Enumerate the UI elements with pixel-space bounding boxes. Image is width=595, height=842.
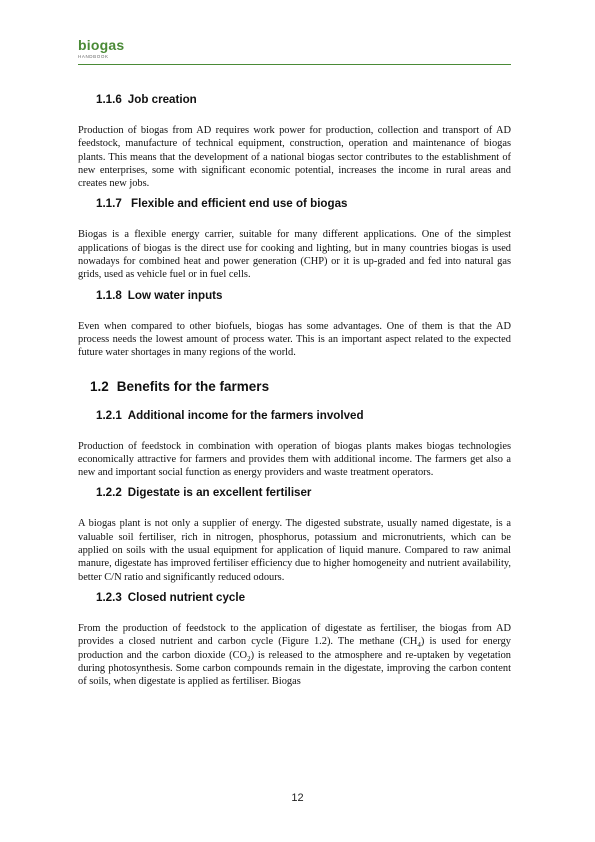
heading-1-2-1: 1.2.1 Additional income for the farmers involved [96, 408, 364, 422]
paragraph-nutrient-cycle: From the production of feedstock to the application of digestate as fertiliser, the biogas from AD provides a closed nutrient and carbon cycle (Figure 1.2). The methane $(CH_4)$ is used for energy production and the carbon dioxide $(CO_2)$ is released to the atmosphere and re-uptaken by vegetation during photosynthesis. Some carbon compounds remain in the digestate, improving the carbon content of soils, when digestate is applied as fertiliser. Biogas [78, 622, 511, 688]
handbook-label: HANDBOOK [78, 54, 109, 59]
header [78, 38, 124, 59]
paragraph-flexible-use: Biogas is a flexible energy carrier, suitable for many different applications. One of the simplest applications of biogas is the direct use for cooking and lighting, but in many countries biogas is used nowadays for combined heat and power generation (CHP) or it is up-graded and fed into natural gas grids, used as vehicle fuel or in fuel cells. [78, 229, 511, 281]
heading-1-1-7: 1.1.7 Flexible and efficient end use of biogas [96, 197, 348, 211]
biogas-logo: biogas [78, 37, 125, 53]
header-rule [78, 64, 511, 65]
heading-1-2-2: 1.2.2 Digestate is an excellent fertiliser [96, 486, 312, 500]
heading-1-1-8: 1.1.8 Low water inputs [96, 288, 223, 302]
paragraph-digestate: A biogas plant is not only a supplier of energy. The digested substrate, usually named digestate, is a valuable soil fertiliser, rich in nitrogen, phosphorus, potassium and micronutrients, which can be applied on soils with the usual equipment for application of liquid manure. Compared to raw animal manure, digestate has improved fertiliser efficiency due to higher homogeneity and nutrient availability, better C/N ratio and significantly reduced odours. [78, 518, 511, 583]
heading-1-2: 1.2 Benefits for the farmers [90, 378, 270, 394]
paragraph-job-creation: Production of biogas from AD requires work power for production, collection and transport of AD feedstock, manufacture of technical equipment, construction, operation and maintenance of biogas plants. This means that the development of a national biogas sector contributes to the establishment of new enterprises, some with significant economic potential, increases the income in rural areas and creates new jobs. [78, 125, 511, 190]
paragraph-additional-income: Production of feedstock in combination with operation of biogas plants makes biogas technologies economically attractive for farmers and provides them with additional income. The farmers get also a new and important social function as energy providers and waste treatment operators. [78, 440, 511, 479]
heading-1-2-3: 1.2.3 Closed nutrient cycle [96, 590, 246, 604]
heading-1-1-6: 1.1.6 Job creation [96, 93, 197, 106]
page-content [78, 93, 511, 688]
page-number: 12 [291, 792, 304, 804]
paragraph-low-water: Even when compared to other biofuels, biogas has some advantages. One of them is that the AD process needs the lowest amount of process water. This is an important aspect related to the expected future water shortages in many regions of the world. [78, 320, 511, 359]
